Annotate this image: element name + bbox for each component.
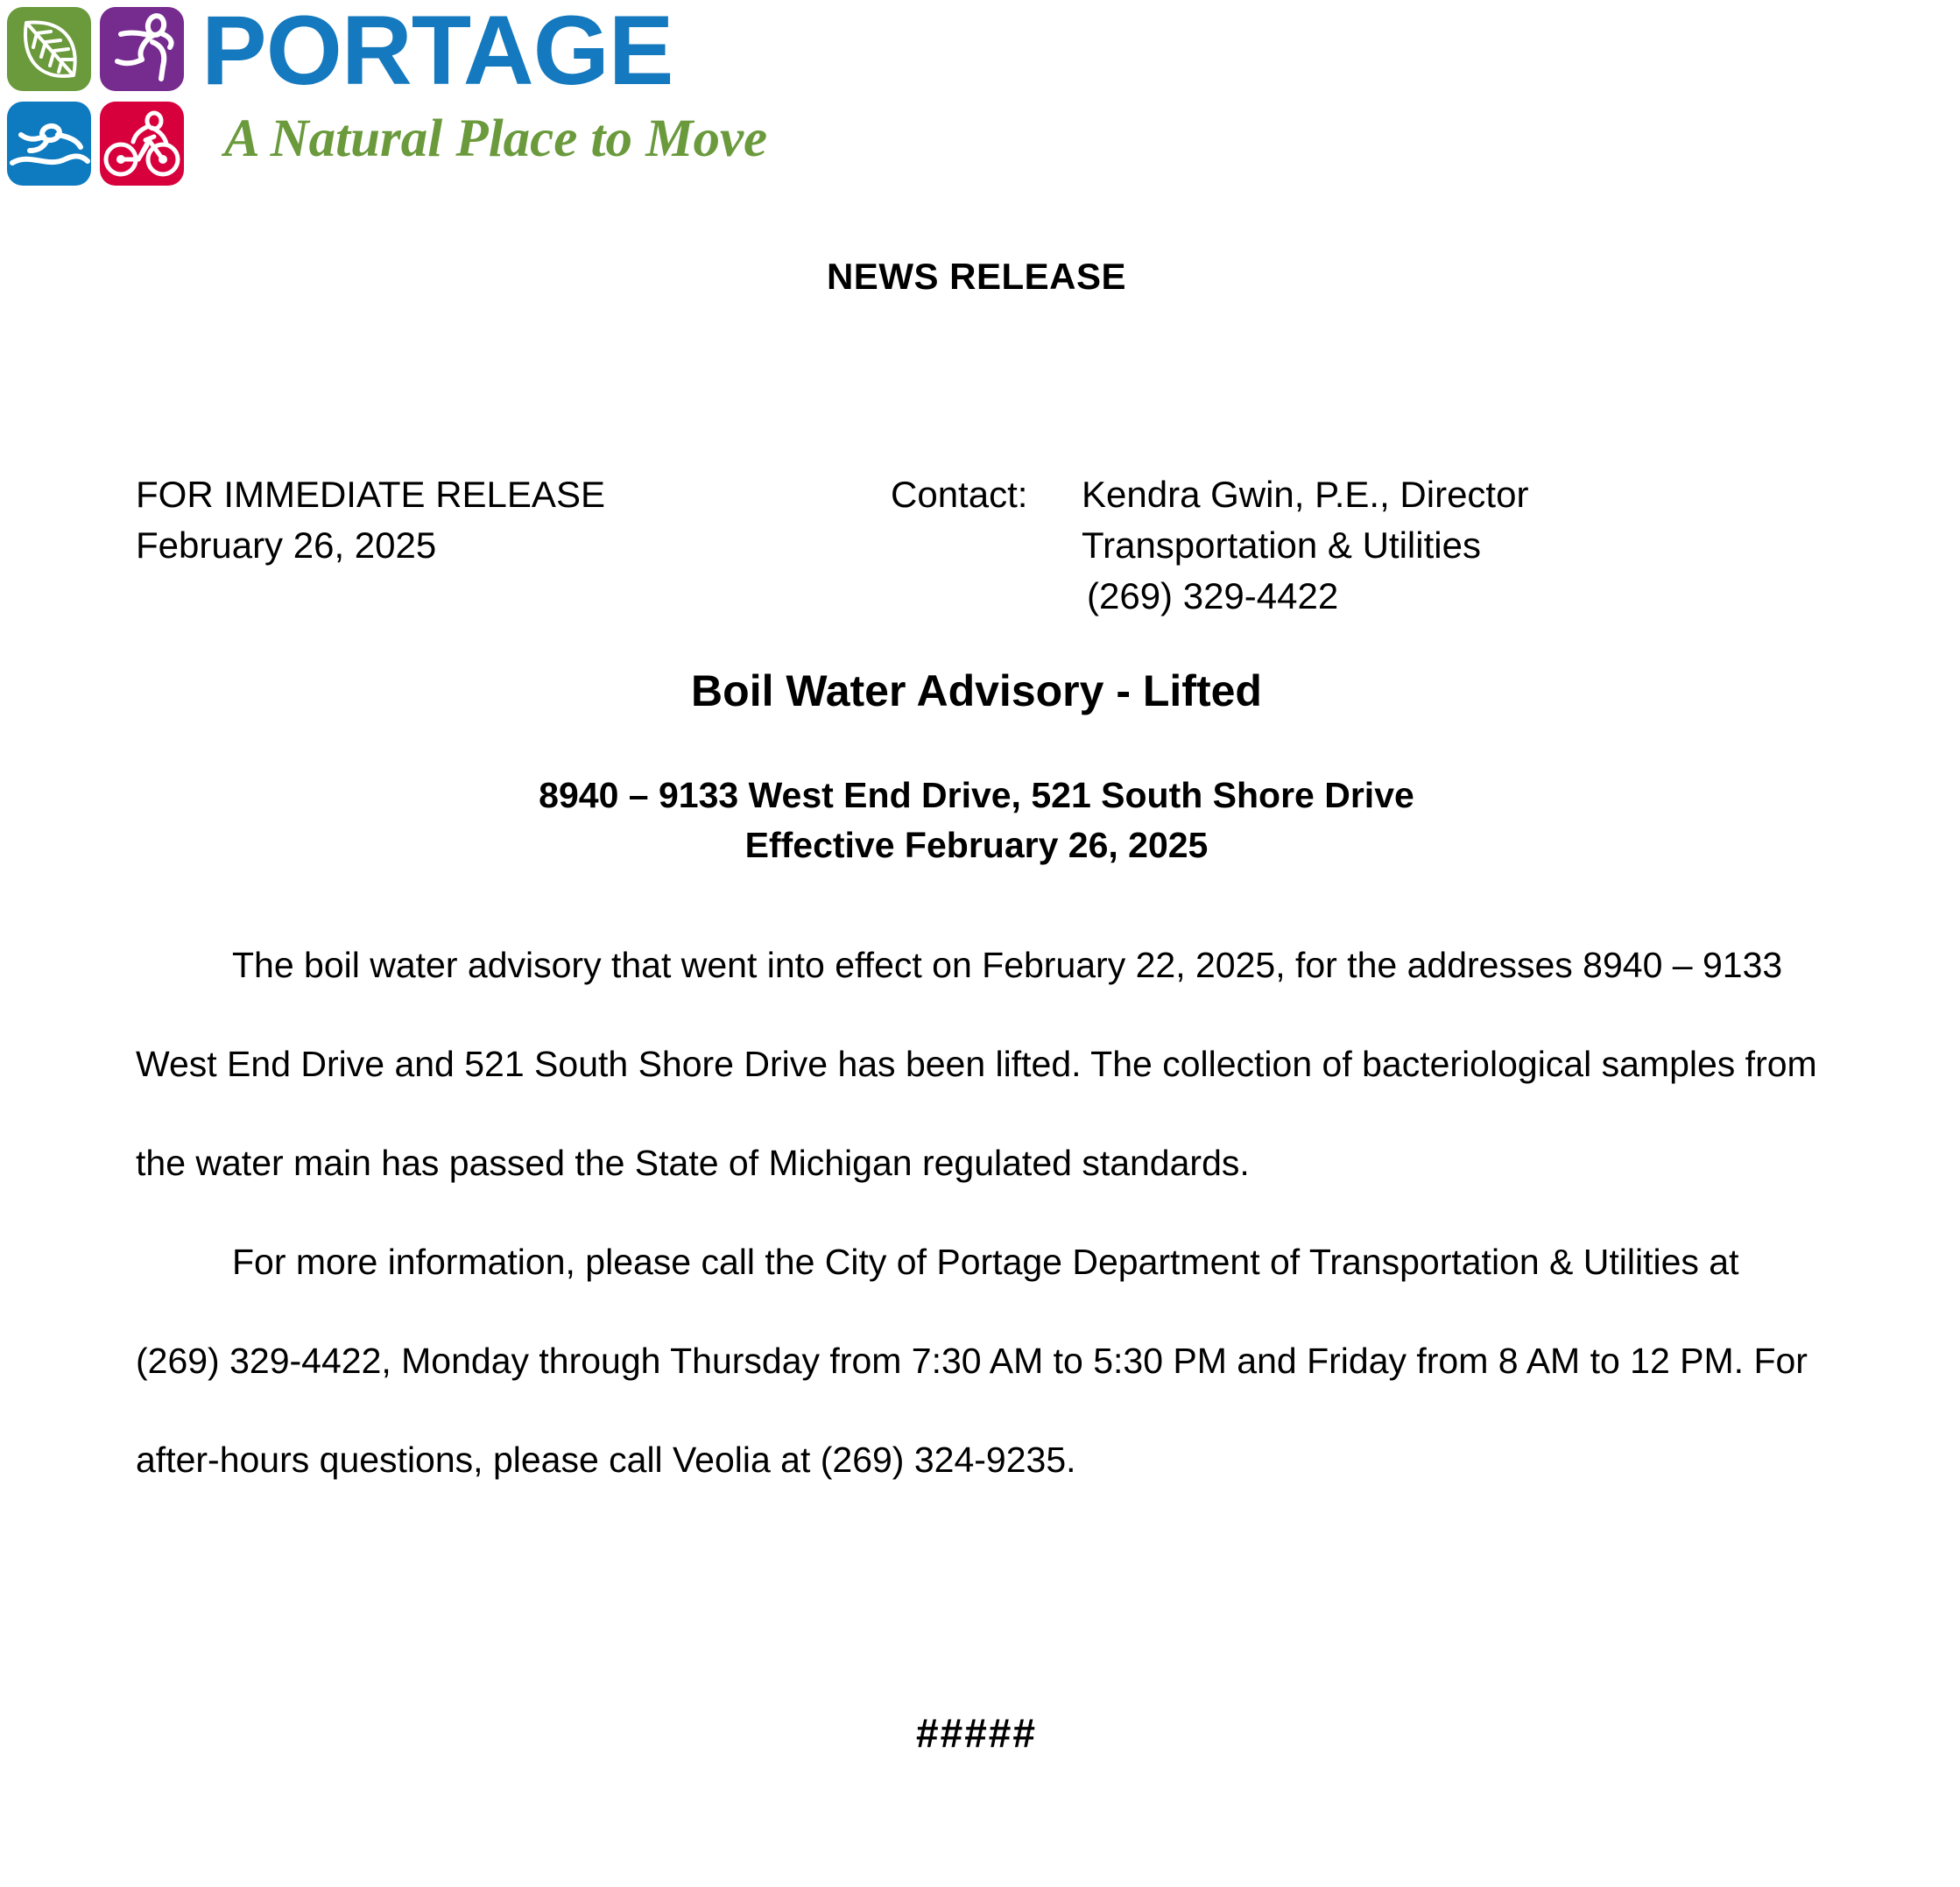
contact-block [891, 469, 1528, 622]
paragraph-2: For more information, please call the City of Portage Department of Transportation & Utilities at (269) 329-4422, Monday through Thursday from 7:30 AM to 5:30 PM and Friday from 8 AM to 12 PM. For after-hours questions, please call Veolia at (269) 324-9235. [136, 1242, 1808, 1480]
contact-details [1082, 469, 1528, 622]
portage-wordmark: PORTAGE [201, 0, 673, 105]
leaf-icon [7, 7, 91, 91]
page-subtitle [136, 771, 1817, 870]
contact-department: Transportation & Utilities [1082, 525, 1481, 566]
release-date: February 26, 2025 [136, 525, 437, 566]
cyclist-tile [100, 102, 184, 186]
runner-tile [100, 7, 184, 91]
swimmer-tile [7, 102, 91, 186]
portage-logo [7, 0, 795, 204]
contact-name: Kendra Gwin, P.E., Director [1082, 474, 1529, 515]
logo-tile-grid [7, 7, 189, 193]
page-title: Boil Water Advisory - Lifted [691, 666, 1262, 715]
leaf-tile [7, 7, 91, 91]
release-status-block [136, 469, 605, 571]
portage-tagline: A Natural Place to Move [224, 109, 768, 168]
paragraph-1: The boil water advisory that went into effect on February 22, 2025, for the addresses 8940 – 9133 West End Drive and 521 South Shore Drive has been lifted. The collection of bacteriological samples from the water main has passed the State of Michigan regulated standards. [136, 945, 1817, 1183]
body-text [136, 916, 1817, 1510]
cyclist-icon [100, 102, 184, 186]
subtitle-effective-date: Effective February 26, 2025 [744, 825, 1209, 865]
release-status: FOR IMMEDIATE RELEASE [136, 474, 605, 515]
news-release-heading: NEWS RELEASE [826, 256, 1127, 297]
swimmer-icon [7, 102, 91, 186]
subtitle-addresses: 8940 – 9133 West End Drive, 521 South Shore Drive [539, 775, 1414, 815]
contact-label: Contact: [891, 474, 1028, 515]
runner-icon [100, 7, 184, 91]
contact-phone: (269) 329-4422 [1087, 575, 1339, 616]
end-of-release-mark: ##### [916, 1710, 1037, 1756]
